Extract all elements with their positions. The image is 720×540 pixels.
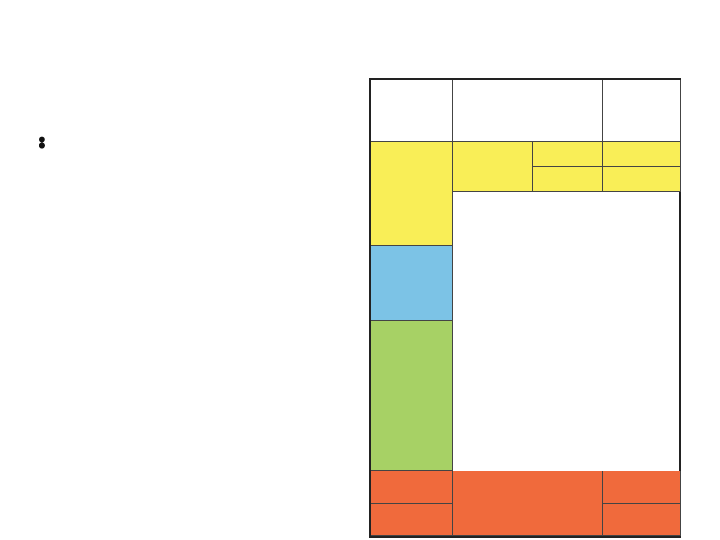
period-cell	[533, 167, 603, 192]
period-czwartorzed	[453, 142, 533, 192]
header-okres	[453, 80, 603, 142]
age-cell	[603, 167, 681, 192]
header-wiek	[603, 80, 681, 142]
era-kenozoik	[371, 142, 453, 246]
era-proterozoik	[371, 471, 453, 504]
header-era	[371, 80, 453, 142]
age-cell	[603, 471, 681, 504]
period-cell	[533, 142, 603, 167]
period-prekambr	[453, 471, 603, 536]
era-archaik	[371, 504, 453, 536]
stratigraphic-table	[369, 78, 681, 538]
bullet-list	[36, 128, 356, 134]
age-cell	[603, 142, 681, 167]
era-paleozoik	[371, 321, 453, 471]
era-mezozoik	[371, 246, 453, 321]
age-cell	[603, 504, 681, 536]
